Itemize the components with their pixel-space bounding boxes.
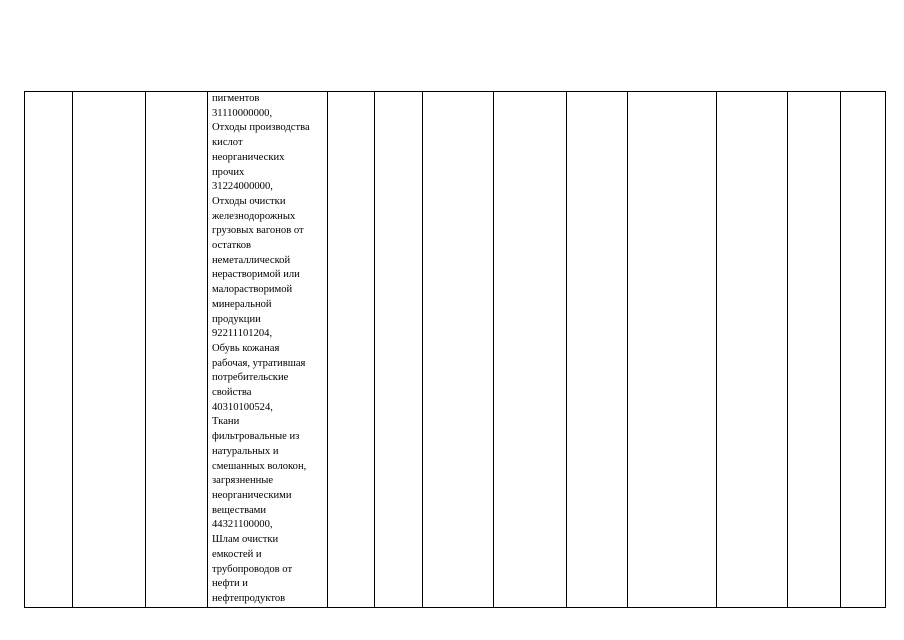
table-cell-1 (25, 92, 73, 608)
waste-list-line: нефти и (212, 578, 248, 590)
waste-list-cell (208, 92, 328, 608)
waste-list-line: железнодорожных (212, 210, 296, 222)
waste-list-line: пигментов (212, 93, 260, 104)
waste-list-line: натуральных и (212, 445, 279, 457)
table-cell-6 (375, 92, 423, 608)
waste-list-line: Отходы очистки (212, 195, 286, 207)
waste-list-line: продукции (212, 313, 261, 325)
table-cell-5 (328, 92, 375, 608)
waste-list-line: Отходы производства (212, 122, 310, 134)
waste-list-line: фильтровальные из (212, 431, 300, 443)
waste-list-line: Обувь кожаная (212, 342, 280, 354)
waste-table (24, 91, 886, 608)
waste-list-line: 40310100524, (212, 401, 273, 413)
waste-list-line: малорастворимой (212, 284, 293, 296)
waste-list-line: емкостей и (212, 548, 262, 560)
waste-list-line: Шлам очистки (212, 534, 279, 546)
waste-list-line: веществами (212, 504, 267, 516)
table-cell-7 (423, 92, 494, 608)
table-cell-3 (146, 92, 208, 608)
waste-list-line: остатков (212, 240, 251, 252)
table-row (25, 92, 886, 608)
waste-list-line: неметаллической (212, 254, 291, 266)
waste-list-line: минеральной (212, 298, 272, 310)
waste-list-line: трубопроводов от (212, 563, 293, 575)
waste-list-line: рабочая, утратившая (212, 357, 306, 369)
table-cell-13 (841, 92, 886, 608)
table-cell-8 (494, 92, 567, 608)
waste-list-line: нерастворимой или (212, 269, 300, 281)
waste-list-line: неорганическими (212, 489, 292, 501)
waste-list-line: потребительские (212, 372, 289, 384)
waste-list-line: загрязненные (212, 475, 274, 487)
waste-list-line: свойства (212, 387, 252, 399)
waste-list-line: 44321100000, (212, 519, 273, 531)
table-cell-10 (628, 92, 717, 608)
waste-list-line: грузовых вагонов от (212, 225, 304, 237)
waste-list-line: неорганических (212, 151, 285, 163)
waste-list-line: нефтепродуктов (212, 592, 286, 604)
table-cell-11 (717, 92, 788, 608)
waste-list-line: 31110000000, (212, 107, 273, 119)
waste-list-line: смешанных волокон, (212, 460, 307, 472)
waste-list-text (208, 92, 327, 607)
waste-list-line: 31224000000, (212, 181, 273, 193)
table-cell-9 (567, 92, 628, 608)
table-cell-12 (788, 92, 841, 608)
waste-list-line: Ткани (212, 416, 240, 428)
waste-list-line: 92211101204, (212, 328, 273, 340)
table-cell-2 (73, 92, 146, 608)
waste-list-line: кислот (212, 137, 243, 149)
waste-list-line: прочих (212, 166, 245, 178)
